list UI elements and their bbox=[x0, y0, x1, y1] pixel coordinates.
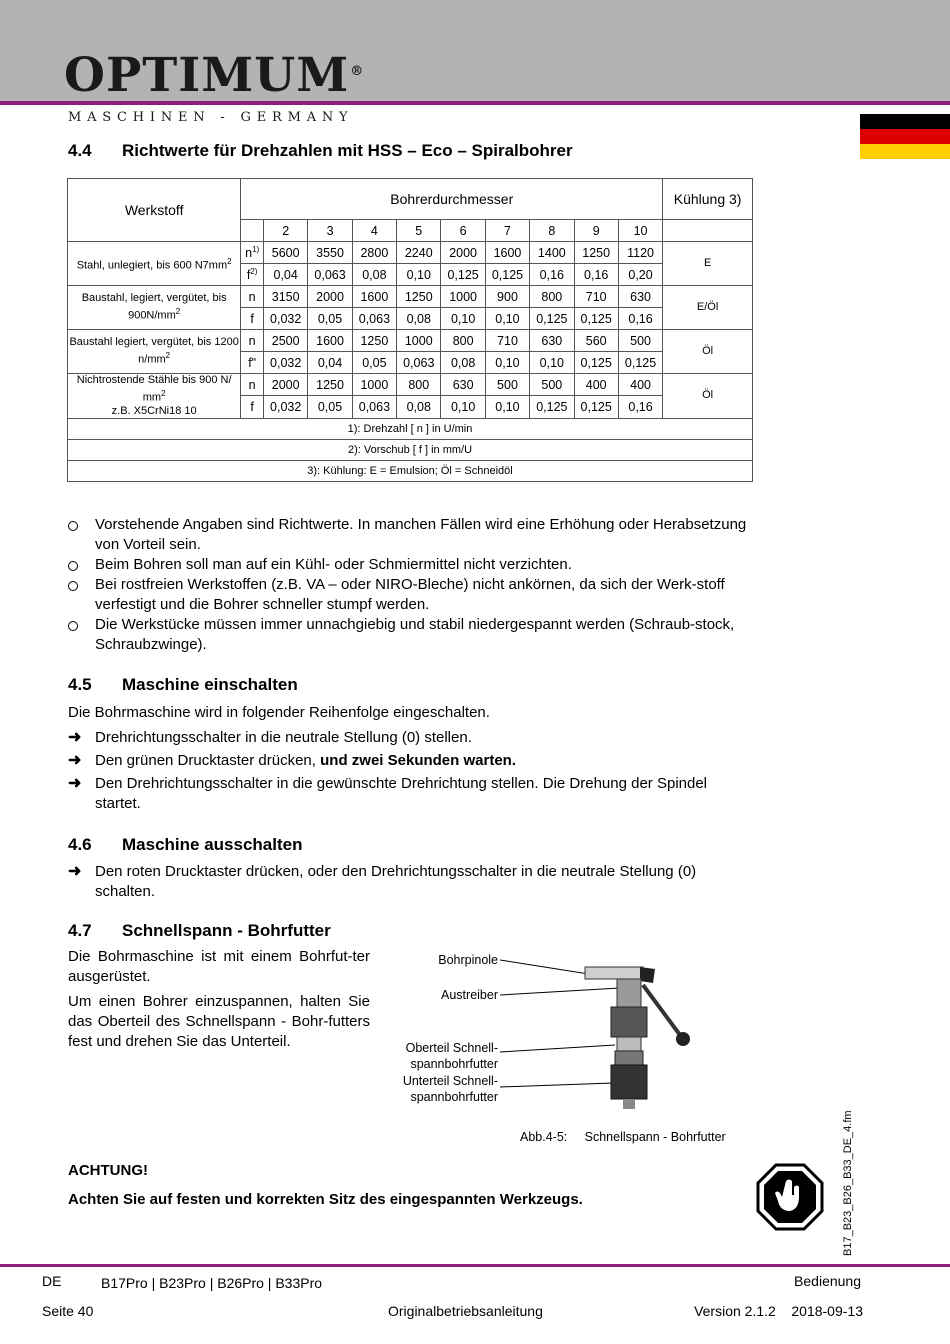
arrow-right-icon: ➜ bbox=[68, 729, 82, 746]
feed-value-cell: 0,10 bbox=[485, 352, 529, 374]
material-unit-sup: 2 bbox=[165, 351, 171, 361]
step-text-bold: und zwei Sekunden warten. bbox=[320, 752, 516, 769]
material-cell bbox=[68, 286, 241, 330]
material-name: Stahl, unlegiert, bis 600 N7mm bbox=[76, 259, 228, 272]
feed-value-cell: 0,125 bbox=[574, 396, 618, 418]
list-item bbox=[68, 575, 748, 615]
chuck-para-2: Um einen Bohrer einzuspannen, halten Sie das Oberteil des Schnellspann - Bohr-futters fest und drehen Sie das Unterteil. bbox=[68, 993, 370, 1050]
param-label-text: n bbox=[248, 377, 256, 392]
section-heading-4-5: 4.5 Maschine einschalten bbox=[68, 675, 298, 694]
section-heading-4-4: 4.4 Richtwerte für Drehzahlen mit HSS – Eco – Spiralbohrer bbox=[68, 141, 573, 160]
header-werkstoff: Werkstoff bbox=[68, 179, 241, 242]
steps-4-5 bbox=[68, 728, 748, 817]
feed-value-cell: 0,125 bbox=[441, 264, 485, 286]
feed-value-cell: 0,08 bbox=[397, 308, 441, 330]
material-unit-sup: 2 bbox=[161, 389, 166, 398]
diameter-cell: 6 bbox=[441, 220, 485, 242]
diameter-cell: 3 bbox=[308, 220, 352, 242]
speed-value-cell: 1400 bbox=[530, 242, 574, 264]
header-kuehlung: Kühlung 3) bbox=[663, 179, 753, 220]
speed-value-cell: 630 bbox=[530, 330, 574, 352]
feed-value-cell: 0,16 bbox=[574, 264, 618, 286]
footnote-row bbox=[68, 439, 753, 460]
diameter-cell: 2 bbox=[264, 220, 308, 242]
feed-value-cell: 0,04 bbox=[308, 352, 352, 374]
material-name: Nichtrostende Stähle bis 900 N/ mm bbox=[76, 374, 232, 404]
material-unit-sup: 2 bbox=[175, 307, 181, 317]
diameter-cell: 8 bbox=[530, 220, 574, 242]
diameter-cell: 5 bbox=[397, 220, 441, 242]
speed-value-cell: 800 bbox=[441, 330, 485, 352]
feed-value-cell: 0,125 bbox=[485, 264, 529, 286]
param-label-text: f bbox=[246, 268, 251, 283]
speed-table bbox=[67, 178, 753, 482]
param-n-label bbox=[241, 374, 264, 396]
steps-4-6 bbox=[68, 862, 748, 902]
kuehlung-empty-cell bbox=[663, 220, 753, 242]
step-text: Drehrichtungsschalter in die neutrale Stellung (0) stellen. bbox=[95, 729, 472, 746]
speed-value-cell: 2800 bbox=[352, 242, 396, 264]
param-n-label bbox=[241, 286, 264, 308]
list-item bbox=[68, 555, 748, 575]
diameter-cell: 7 bbox=[485, 220, 529, 242]
warning-heading: ACHTUNG! bbox=[68, 1162, 148, 1179]
param-f-label bbox=[241, 396, 264, 418]
table-row bbox=[68, 286, 753, 308]
label-oberteil: Oberteil Schnell-spannbohrfutter bbox=[405, 1041, 498, 1071]
drill-chuck-illustration bbox=[495, 955, 715, 1115]
param-f-label bbox=[241, 264, 264, 286]
feed-value-cell: 0,16 bbox=[530, 264, 574, 286]
speed-value-cell: 400 bbox=[574, 374, 618, 396]
kuehlung-cell: Öl bbox=[663, 374, 753, 419]
speed-value-cell: 1000 bbox=[397, 330, 441, 352]
speed-value-cell: 1000 bbox=[441, 286, 485, 308]
list-item-text: Beim Bohren soll man auf ein Kühl- oder Schmiermittel nicht verzichten. bbox=[95, 556, 572, 573]
param-sup: 2) bbox=[250, 266, 258, 276]
speed-value-cell: 3550 bbox=[308, 242, 352, 264]
attention-hand-icon bbox=[756, 1163, 824, 1231]
footnote-row bbox=[68, 418, 753, 439]
material-cell bbox=[68, 330, 241, 374]
speed-value-cell: 1120 bbox=[618, 242, 662, 264]
feed-value-cell: 0,032 bbox=[264, 396, 308, 418]
material-name: Baustahl, legiert, vergütet, bis 900N/mm bbox=[81, 292, 227, 322]
speed-value-cell: 2500 bbox=[264, 330, 308, 352]
speed-value-cell: 630 bbox=[618, 286, 662, 308]
diameter-cell: 10 bbox=[618, 220, 662, 242]
brand-logo: OPTIMUM® bbox=[64, 48, 365, 103]
step-text: Den grünen Drucktaster drücken, bbox=[95, 752, 321, 769]
step-text: Den roten Drucktaster drücken, oder den Drehrichtungsschalter in die neutrale Stellung (0) schalten. bbox=[95, 863, 697, 900]
footer-page: Seite 40 bbox=[42, 1303, 94, 1319]
material-example: z.B. X5CrNi18 10 bbox=[111, 404, 197, 417]
footnote-cell: 1): Drehzahl [ n ] in U/min bbox=[68, 418, 753, 439]
step-item bbox=[68, 728, 748, 748]
speed-value-cell: 800 bbox=[530, 286, 574, 308]
speed-value-cell: 3150 bbox=[264, 286, 308, 308]
chuck-para-1: Die Bohrmaschine ist mit einem Bohrfut-ter ausgerüstet. bbox=[68, 948, 370, 985]
step-item bbox=[68, 774, 748, 814]
speed-value-cell: 1250 bbox=[308, 374, 352, 396]
header-bohrerdurchmesser: Bohrerdurchmesser bbox=[241, 179, 663, 220]
kuehlung-cell: E/Öl bbox=[663, 286, 753, 330]
speed-value-cell: 400 bbox=[618, 374, 662, 396]
speed-value-cell: 2000 bbox=[308, 286, 352, 308]
brand-tagline: MASCHINEN - GERMANY bbox=[68, 110, 354, 125]
circle-bullet-icon bbox=[68, 561, 78, 571]
footer-doc: Originalbetriebsanleitung bbox=[388, 1303, 543, 1319]
arrow-right-icon: ➜ bbox=[68, 752, 82, 769]
notes-list bbox=[68, 515, 748, 655]
speed-value-cell: 2240 bbox=[397, 242, 441, 264]
table-row bbox=[68, 374, 753, 396]
speed-value-cell: 560 bbox=[574, 330, 618, 352]
feed-value-cell: 0,16 bbox=[618, 308, 662, 330]
feed-value-cell: 0,20 bbox=[618, 264, 662, 286]
param-n-label bbox=[241, 242, 264, 264]
feed-value-cell: 0,032 bbox=[264, 352, 308, 374]
speed-value-cell: 1250 bbox=[352, 330, 396, 352]
speed-value-cell: 500 bbox=[530, 374, 574, 396]
speed-value-cell: 5600 bbox=[264, 242, 308, 264]
list-item-text: Die Werkstücke müssen immer unnachgiebig und stabil niedergespannt werden (Schraub-stock, Schraubzwinge). bbox=[95, 616, 735, 653]
arrow-right-icon: ➜ bbox=[68, 775, 82, 792]
param-label-text: f bbox=[250, 399, 254, 414]
speed-value-cell: 710 bbox=[574, 286, 618, 308]
german-flag-icon bbox=[860, 114, 950, 159]
feed-value-cell: 0,10 bbox=[441, 396, 485, 418]
feed-value-cell: 0,10 bbox=[530, 352, 574, 374]
param-f-label bbox=[241, 352, 264, 374]
feed-value-cell: 0,05 bbox=[308, 396, 352, 418]
footer-version: Version 2.1.2 2018-09-13 bbox=[694, 1303, 863, 1319]
arrow-right-icon: ➜ bbox=[68, 863, 82, 880]
feed-value-cell: 0,063 bbox=[352, 396, 396, 418]
material-name: Baustahl legiert, vergütet, bis 1200 n/mm bbox=[69, 336, 239, 366]
speed-value-cell: 1250 bbox=[397, 286, 441, 308]
material-cell bbox=[68, 242, 241, 286]
section-heading-4-7: 4.7 Schnellspann - Bohrfutter bbox=[68, 921, 331, 940]
speed-value-cell: 900 bbox=[485, 286, 529, 308]
footnote-row bbox=[68, 460, 753, 481]
speed-value-cell: 800 bbox=[397, 374, 441, 396]
footer-models: B17Pro | B23Pro | B26Pro | B33Pro bbox=[101, 1275, 323, 1291]
speed-value-cell: 630 bbox=[441, 374, 485, 396]
feed-value-cell: 0,08 bbox=[397, 396, 441, 418]
speed-value-cell: 1600 bbox=[485, 242, 529, 264]
feed-value-cell: 0,05 bbox=[352, 352, 396, 374]
material-cell bbox=[68, 374, 241, 419]
feed-value-cell: 0,05 bbox=[308, 308, 352, 330]
feed-value-cell: 0,032 bbox=[264, 308, 308, 330]
feed-value-cell: 0,063 bbox=[397, 352, 441, 374]
footer-lang: DE bbox=[42, 1273, 62, 1289]
kuehlung-cell: Öl bbox=[663, 330, 753, 374]
footer-section: Bedienung bbox=[794, 1273, 861, 1289]
chuck-description bbox=[68, 947, 370, 1057]
param-f-label bbox=[241, 308, 264, 330]
feed-value-cell: 0,10 bbox=[441, 308, 485, 330]
table-row bbox=[68, 330, 753, 352]
feed-value-cell: 0,04 bbox=[264, 264, 308, 286]
speed-value-cell: 500 bbox=[618, 330, 662, 352]
param-label-text: f" bbox=[248, 355, 257, 370]
speed-value-cell: 710 bbox=[485, 330, 529, 352]
footer-accent-line bbox=[0, 1264, 950, 1267]
step-text: Den Drehrichtungsschalter in die gewünschte Drehrichtung stellen. Die Drehung der Spindel startet. bbox=[95, 775, 708, 812]
param-label-text: f bbox=[250, 311, 254, 326]
intro-4-5: Die Bohrmaschine wird in folgender Reihenfolge eingeschalten. bbox=[68, 704, 490, 721]
kuehlung-cell: E bbox=[663, 242, 753, 286]
circle-bullet-icon bbox=[68, 521, 78, 531]
diameter-label-cell bbox=[241, 220, 264, 242]
list-item-text: Vorstehende Angaben sind Richtwerte. In manchen Fällen wird eine Erhöhung oder Herabsetzung von Vorteil sein. bbox=[95, 516, 747, 553]
feed-value-cell: 0,10 bbox=[485, 308, 529, 330]
feed-value-cell: 0,125 bbox=[530, 396, 574, 418]
list-item bbox=[68, 515, 748, 555]
feed-value-cell: 0,08 bbox=[352, 264, 396, 286]
feed-value-cell: 0,125 bbox=[530, 308, 574, 330]
diameter-cell: 9 bbox=[574, 220, 618, 242]
speed-value-cell: 1000 bbox=[352, 374, 396, 396]
feed-value-cell: 0,063 bbox=[352, 308, 396, 330]
warning-text: Achten Sie auf festen und korrekten Sitz des eingespannten Werkzeugs. bbox=[68, 1191, 583, 1208]
label-bohrpinole: Bohrpinole bbox=[438, 953, 498, 967]
list-item-text: Bei rostfreien Werkstoffen (z.B. VA – oder NIRO-Bleche) nicht ankörnen, da sich der Werk-stoff verfestigt und die Bohrer schneller stumpf werden. bbox=[95, 576, 725, 613]
speed-value-cell: 500 bbox=[485, 374, 529, 396]
feed-value-cell: 0,08 bbox=[441, 352, 485, 374]
circle-bullet-icon bbox=[68, 581, 78, 591]
param-label-text: n bbox=[248, 333, 256, 348]
param-label-text: n bbox=[248, 289, 256, 304]
circle-bullet-icon bbox=[68, 621, 78, 631]
feed-value-cell: 0,10 bbox=[397, 264, 441, 286]
speed-value-cell: 1600 bbox=[352, 286, 396, 308]
label-austreiber: Austreiber bbox=[441, 988, 498, 1002]
table-row bbox=[68, 242, 753, 264]
feed-value-cell: 0,10 bbox=[485, 396, 529, 418]
feed-value-cell: 0,125 bbox=[574, 352, 618, 374]
param-n-label bbox=[241, 330, 264, 352]
file-reference: B17_B23_B26_B33_DE_4.fm bbox=[842, 1110, 854, 1256]
speed-value-cell: 2000 bbox=[264, 374, 308, 396]
step-item bbox=[68, 751, 748, 771]
feed-value-cell: 0,16 bbox=[618, 396, 662, 418]
feed-value-cell: 0,125 bbox=[574, 308, 618, 330]
feed-value-cell: 0,125 bbox=[618, 352, 662, 374]
label-unterteil: Unterteil Schnell-spannbohrfutter bbox=[402, 1074, 498, 1104]
section-heading-4-6: 4.6 Maschine ausschalten bbox=[68, 835, 303, 854]
feed-value-cell: 0,063 bbox=[308, 264, 352, 286]
figure-caption: Abb.4-5: Schnellspann - Bohrfutter bbox=[520, 1130, 726, 1144]
diameter-cell: 4 bbox=[352, 220, 396, 242]
param-label-text: n bbox=[245, 246, 253, 261]
footnote-cell: 3): Kühlung: E = Emulsion; Öl = Schneidöl bbox=[68, 460, 753, 481]
step-item bbox=[68, 862, 748, 902]
list-item bbox=[68, 615, 748, 655]
speed-value-cell: 1600 bbox=[308, 330, 352, 352]
material-unit-sup: 2 bbox=[227, 256, 232, 266]
speed-value-cell: 1250 bbox=[574, 242, 618, 264]
speed-value-cell: 2000 bbox=[441, 242, 485, 264]
param-sup: 1) bbox=[252, 244, 260, 254]
footnote-cell: 2): Vorschub [ f ] in mm/U bbox=[68, 439, 753, 460]
